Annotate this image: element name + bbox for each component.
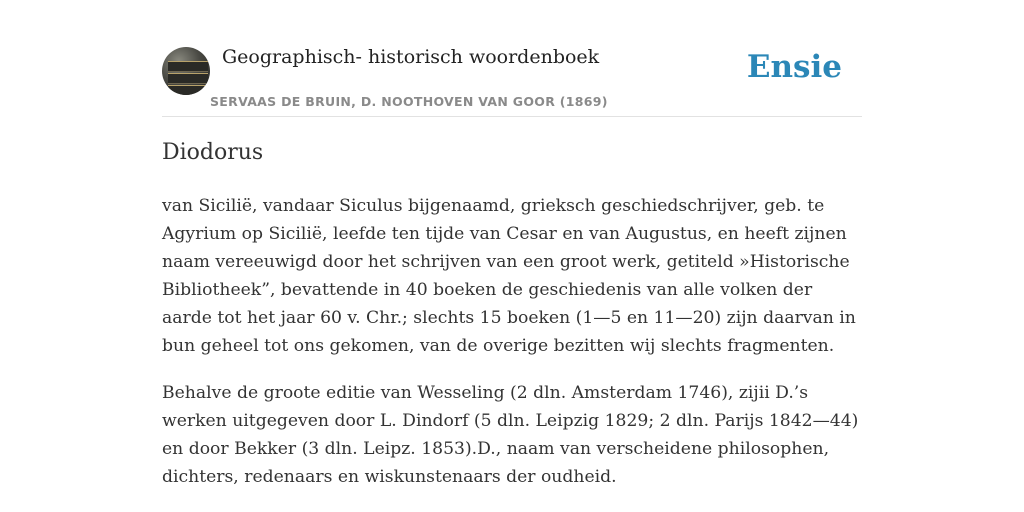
book-spine-decoration bbox=[168, 73, 208, 84]
book-spine-decoration bbox=[168, 61, 208, 72]
book-cover-avatar[interactable] bbox=[162, 47, 210, 95]
book-author: SERVAAS DE BRUIN, D. NOOTHOVEN VAN GOOR (1869) bbox=[210, 94, 608, 109]
book-header bbox=[162, 40, 862, 117]
book-title-link[interactable]: Geographisch- historisch woordenboek bbox=[222, 46, 600, 68]
entry-paragraph: Behalve de groote editie van Wesseling (2 dln. Amsterdam 1746), zijii D.’s werken uitgegeven door L. Dindorf (5 dln. Leipzig 1829; 2 dln. Parijs 1842—44) en door Bekker (3 dln. Leipz. 1853).D., naam van verscheidene philosophen, dichters, redenaars en wiskunstenaars der oudheid. bbox=[162, 383, 859, 487]
ensie-logo[interactable]: Ensie bbox=[746, 49, 842, 85]
book-spine-decoration bbox=[168, 85, 208, 95]
entry-body bbox=[162, 192, 862, 510]
entry-title: Diodorus bbox=[162, 140, 264, 165]
entry-paragraph: van Sicilië, vandaar Siculus bijgenaamd, grieksch geschiedschrijver, geb. te Agyrium op Sicilië, leefde ten tijde van Cesar en van Augustus, en heeft zijnen naam vereeuwigd door het schrijven van een groot werk, getiteld »Historische Bibliotheek”, bevattende in 40 boeken de geschiedenis van alle volken der aarde tot het jaar 60 v. Chr.; slechts 15 boeken (1—5 en 11—20) zijn daarvan in bun geheel tot ons gekomen, van de overige bezitten wij slechts fragmenten. bbox=[162, 196, 856, 356]
